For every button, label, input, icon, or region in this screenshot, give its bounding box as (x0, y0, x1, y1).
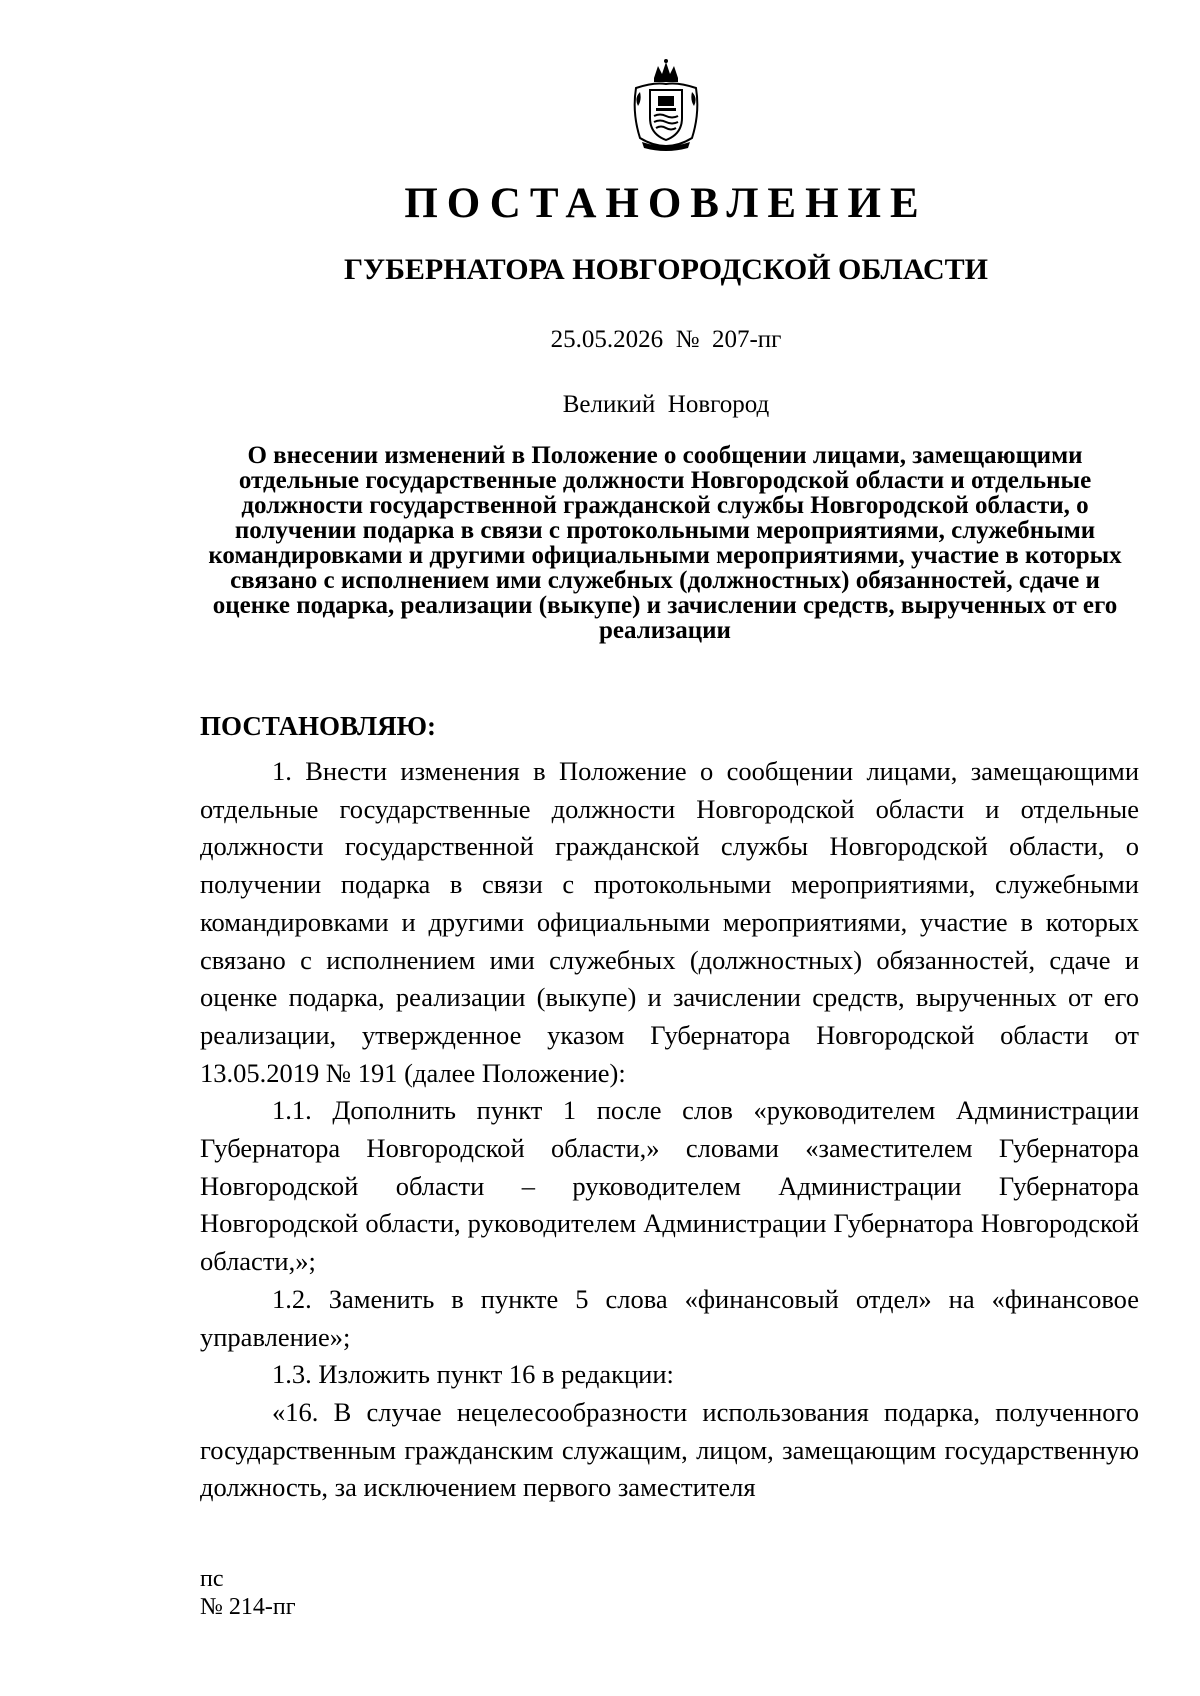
issuer-title: ГУБЕРНАТОРА НОВГОРОДСКОЙ ОБЛАСТИ (343, 253, 989, 286)
document-body (200, 753, 1139, 1507)
date-and-number: 25.05.2026 № 207-пг (550, 326, 782, 353)
document-type-title: ПОСТАНОВЛЕНИЕ (404, 180, 928, 227)
paragraph-1-2: 1.2. Заменить в пункте 5 слова «финансовый отдел» на «финансовое управление»; (200, 1283, 1139, 1352)
footer-initials: пс (200, 1566, 224, 1592)
decree-heading: ПОСТАНОВЛЯЮ: (200, 711, 436, 741)
paragraph-1-3: 1.3. Изложить пункт 16 в редакции: (272, 1359, 674, 1390)
paragraph-16-quote: «16. В случае нецелесообразности использования подарка, полученного государственным гражданским служащим, лицом, замещающим государственную должность, за исключением первого заместителя (200, 1396, 1139, 1503)
paragraph-1: 1. Внести изменения в Положение о сообщении лицами, замещающими отдельные государственные должности Новгородской области и отдельные должности государственной гражданской службы Новгородской области, о получении подарка в связи с протокольными мероприятиями, служебными командировками и другими официальными мероприятиями, участие в которых связано с исполнением ими служебных (должностных) обязанностей, сдаче и оценке подарка, реализации (выкупе) и зачислении средств, вырученных от его реализации, утвержденное указом Губернатора Новгородской области от 13.05.2019 № 191 (далее Положение): (200, 756, 1139, 1088)
document-subject: О внесении изменений в Положение о сообщении лицами, замещающими отдельные государственные должности Новгородской области и отдельные должности государственной гражданской службы Новгородской области, о получении подарка в связи с протокольными мероприятиями, служебными командировками и другими официальными мероприятиями, участие в которых связано с исполнением ими служебных (должностных) обязанностей, сдаче и оценке подарка, реализации (выкупе) и зачислении средств, вырученных от его реализации (208, 442, 1122, 644)
paragraph-1-1: 1.1. Дополнить пункт 1 после слов «руководителем Администрации Губернатора Новгородской области,» словами «заместителем Губернатора Новгородской области – руководителем Администрации Губернатора Новгородской области, руководителем Администрации Губернатора Новгородской области,»; (200, 1095, 1139, 1277)
city-name: Великий Новгород (562, 391, 770, 418)
coat-of-arms-emblem (628, 58, 704, 154)
page-footer (200, 1565, 296, 1621)
footer-number: № 214-пг (200, 1594, 296, 1620)
